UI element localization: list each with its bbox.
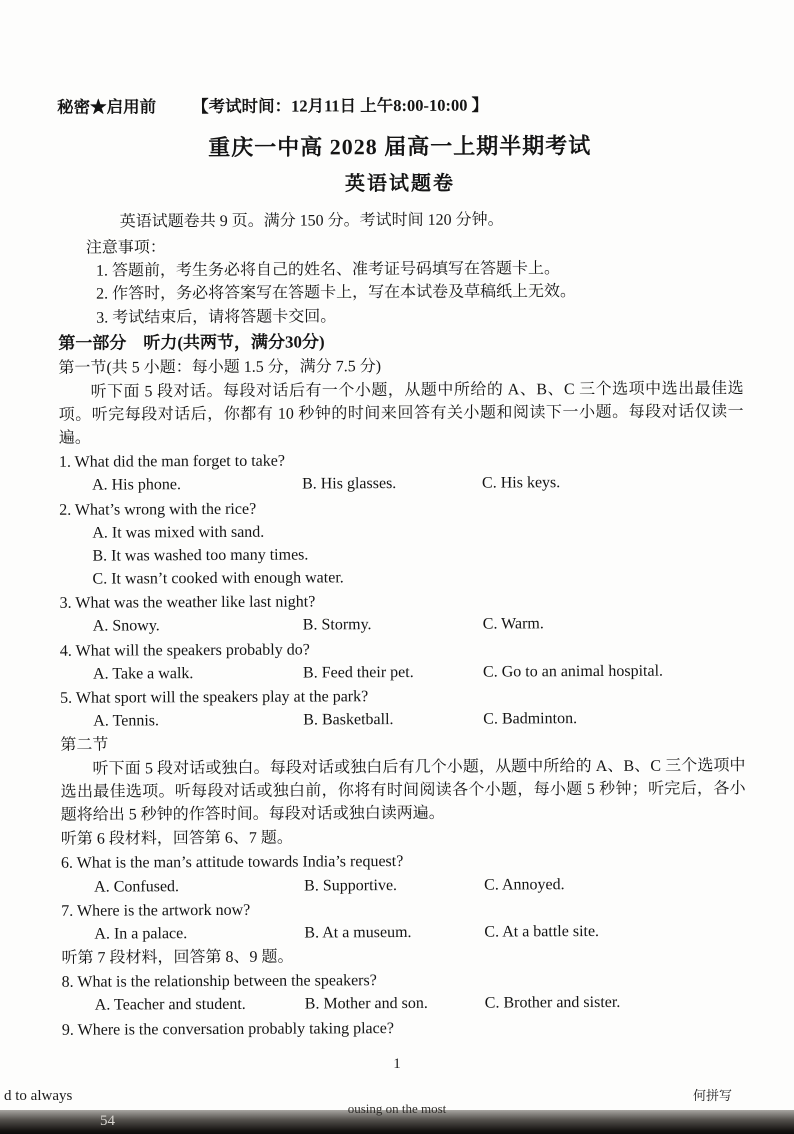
option-b: B. It was washed too many times. bbox=[92, 546, 309, 565]
option-a: A. Tennis. bbox=[93, 712, 160, 730]
question-5-options bbox=[60, 706, 745, 733]
option-b: B. Supportive. bbox=[304, 876, 398, 895]
material-7-note: 听第 7 段材料，回答第 8、9 题。 bbox=[61, 948, 294, 967]
question-1-text: 1. What did the man forget to take? bbox=[58, 452, 285, 471]
question-4-text: 4. What will the speakers probably do? bbox=[59, 641, 310, 660]
question-3-text: 3. What was the weather like last night? bbox=[59, 593, 316, 613]
bleed-text-fragment: 54 bbox=[100, 1113, 115, 1130]
option-c: C. Warm. bbox=[482, 615, 544, 634]
option-a: A. Take a walk. bbox=[92, 664, 194, 683]
question-1 bbox=[59, 447, 744, 497]
option-c: C. His keys. bbox=[481, 474, 561, 492]
option-b: B. His glasses. bbox=[301, 475, 397, 493]
question-6 bbox=[61, 849, 746, 899]
question-4 bbox=[60, 636, 745, 686]
option-a: A. In a palace. bbox=[94, 925, 188, 943]
notice-title: 注意事项： bbox=[85, 239, 166, 257]
option-b: B. Feed their pet. bbox=[302, 663, 414, 682]
option-a: A. It was mixed with sand. bbox=[92, 523, 265, 542]
option-a: A. Confused. bbox=[94, 877, 180, 896]
question-4-options bbox=[60, 659, 745, 686]
notice-item-1: 1. 答题前，考生务必将自己的姓名、准考证号码填写在答题卡上。 bbox=[95, 260, 560, 280]
option-a: A. His phone. bbox=[92, 476, 181, 494]
option-b: B. At a museum. bbox=[304, 923, 412, 942]
section1-instructions: 听下面 5 段对话。每段对话后有一个小题，从题中所给的 A、B、C 三个选项中选出最佳选项。听完每段对话后，你都有 10 秒钟的时间来回答有关小题和阅读下一小题。每段对话仅读一遍。 bbox=[58, 379, 744, 447]
notice-item-2: 2. 作答时，务必将答案写在答题卡上，写在本试卷及草稿纸上无效。 bbox=[96, 283, 577, 303]
exam-title: 重庆一中高 2028 届高一上期半期考试 bbox=[208, 132, 592, 160]
security-label: 秘密★启用前 bbox=[57, 97, 157, 117]
option-b: B. Mother and son. bbox=[304, 995, 428, 1013]
option-b: B. Stormy. bbox=[302, 616, 372, 634]
paper-info: 英语试题卷共 9 页。满分 150 分。考试时间 120 分钟。 bbox=[119, 211, 504, 231]
question-8 bbox=[62, 967, 747, 1017]
question-5-text: 5. What sport will the speakers play at the park? bbox=[60, 688, 369, 707]
option-c: C. Brother and sister. bbox=[484, 994, 621, 1013]
option-c: C. It wasn’t cooked with enough water. bbox=[92, 569, 344, 588]
question-9 bbox=[62, 1015, 747, 1042]
question-1-options bbox=[59, 471, 744, 498]
notice-item-3: 3. 考试结束后，请将答题卡交回。 bbox=[96, 307, 337, 327]
paper-subtitle: 英语试题卷 bbox=[344, 172, 456, 196]
bleed-text-fragment: 何拼写 bbox=[692, 1088, 732, 1104]
section2-instructions: 听下面 5 段对话或独白。每段对话或独白后有几个小题，从题中所给的 A、B、C 三个选项中选出最佳选项。听每段对话或独白前，你将有时间阅读各个小题，每小题 5 秒钟；听完后，各小题将给出 5 秒钟的作答时间。每段对话或独白读两遍。 bbox=[60, 756, 746, 824]
question-7 bbox=[61, 896, 746, 946]
paper-header bbox=[57, 92, 742, 120]
option-a: A. Snowy. bbox=[92, 617, 160, 636]
material-6-note: 听第 6 段材料，回答第 6、7 题。 bbox=[60, 829, 293, 848]
paper-content bbox=[57, 92, 747, 1041]
question-7-options bbox=[61, 919, 746, 946]
question-3 bbox=[60, 588, 745, 638]
option-c: C. Badminton. bbox=[483, 710, 578, 728]
bleed-text-fragment: d to always bbox=[4, 1088, 73, 1105]
question-2-text: 2. What’s wrong with the rice? bbox=[59, 500, 257, 519]
question-7-text: 7. Where is the artwork now? bbox=[61, 901, 251, 920]
question-6-text: 6. What is the man’s attitude towards India’s request? bbox=[60, 853, 404, 873]
exam-time-label: 【考试时间：12月11日 上午8:00-10:00 】 bbox=[192, 95, 489, 117]
question-6-options bbox=[61, 872, 746, 899]
question-2 bbox=[59, 495, 744, 591]
option-c: C. Go to an animal hospital. bbox=[482, 662, 664, 681]
option-a: A. Teacher and student. bbox=[94, 996, 246, 1015]
section1-heading: 第一节(共 5 小题：每小题 1.5 分，满分 7.5 分) bbox=[58, 358, 382, 378]
question-9-text: 9. Where is the conversation probably taking place? bbox=[61, 1019, 394, 1039]
question-8-text: 8. What is the relationship between the speakers? bbox=[61, 972, 377, 992]
question-5 bbox=[60, 683, 745, 733]
page-number: 1 bbox=[393, 1056, 401, 1073]
question-8-options bbox=[62, 991, 747, 1018]
option-c: C. Annoyed. bbox=[484, 875, 565, 894]
option-c: C. At a battle site. bbox=[484, 922, 600, 941]
part1-heading: 第一部分 听力(共两节，满分30分) bbox=[58, 332, 325, 353]
question-3-options bbox=[60, 612, 745, 639]
bleed-text-fragment: ousing on the most bbox=[347, 1101, 447, 1117]
option-b: B. Basketball. bbox=[303, 711, 394, 729]
section2-heading: 第二节 bbox=[60, 736, 109, 755]
